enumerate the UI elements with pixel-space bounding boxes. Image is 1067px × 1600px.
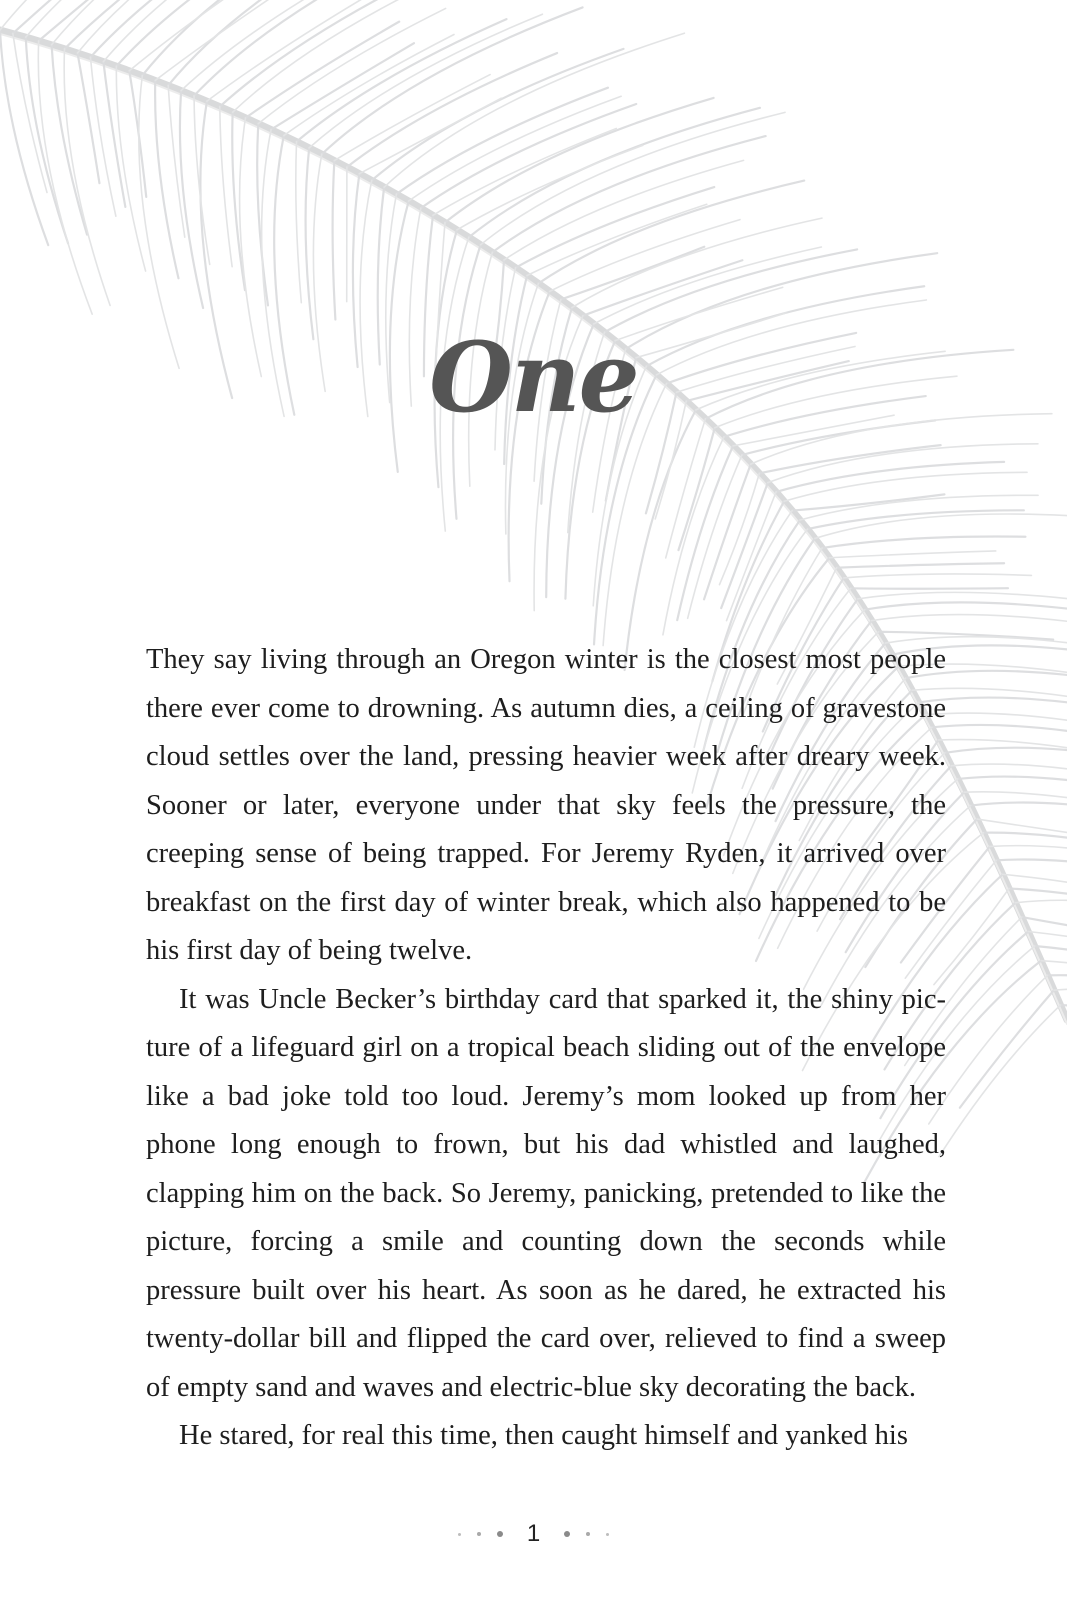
feather-barb <box>663 437 724 635</box>
feather-barb <box>792 494 944 510</box>
feather-barb <box>296 142 302 303</box>
feather-barb <box>333 161 336 320</box>
feather-barb <box>77 0 297 53</box>
feather-barb <box>13 0 145 33</box>
feather-barb <box>492 136 765 252</box>
feather-barb <box>271 43 414 129</box>
feather-barb <box>129 71 146 197</box>
feather-barb <box>1015 900 1067 959</box>
feather-barb <box>445 98 714 223</box>
feather-barb <box>384 33 684 187</box>
feather-barb <box>516 187 715 268</box>
feather-barb <box>929 975 1048 1124</box>
feather-barb <box>90 0 287 57</box>
paragraph: He stared, for real this time, then caught himself and yanked his <box>179 1420 908 1451</box>
feather-barb <box>822 536 1025 547</box>
feather-barb <box>64 49 110 306</box>
feather-barb <box>688 455 742 618</box>
feather-barb <box>309 14 542 148</box>
feather-barb <box>168 0 445 85</box>
feather-barb <box>26 37 68 243</box>
feather-barb <box>233 0 451 112</box>
feather-barb <box>776 462 1004 492</box>
feather-barb <box>409 96 621 201</box>
feather-barb <box>951 764 1067 802</box>
feather-barb <box>829 551 995 558</box>
feather-barb <box>297 19 507 141</box>
feather-barb <box>258 8 445 123</box>
feather-barb <box>155 80 178 278</box>
dot-ornament-icon <box>564 1531 570 1537</box>
feather-barb <box>527 204 707 275</box>
feather-barb <box>1003 874 1067 905</box>
feather-barb <box>142 0 413 76</box>
feather-barb <box>971 803 1067 852</box>
feather-barb <box>807 510 1023 529</box>
paragraph: They say living through an Oregon winter is the closest most people there ever come to drowning. As autumn dies, a ceiling of gravestone cloud settles over the land, pressing heavier week after dreary week. Sooner or later, everyone under that sky feels the pressure, the creeping sense of being trapped. For Jeremy Ryden, it arrived over breakfast on the first day of winter break, which also happened to be his first day of being twelve. <box>146 644 946 966</box>
feather-barb <box>1054 989 1067 1045</box>
feather-barb <box>347 53 557 167</box>
feather-barb <box>116 0 325 66</box>
feather-barb <box>815 514 1067 538</box>
dot-ornament-icon <box>458 1533 461 1536</box>
feather-barb <box>759 445 940 473</box>
feather-barb <box>561 247 704 300</box>
feather-barb <box>194 96 210 265</box>
feather-barb <box>721 483 768 608</box>
feather-barb <box>872 615 1067 630</box>
feather-barb <box>837 563 1005 567</box>
feather-barb <box>232 112 245 290</box>
feather-barb <box>1009 888 1067 923</box>
feather-barb <box>52 0 259 45</box>
feather-barb <box>583 260 742 315</box>
feather-barb <box>334 75 490 161</box>
feather-barb <box>504 160 744 260</box>
feather-barb <box>678 428 714 550</box>
feather-barb <box>938 740 1067 768</box>
feather-barb <box>964 792 1067 827</box>
feather-barb <box>155 0 298 80</box>
feather-barb <box>996 859 1067 905</box>
feather-barb <box>977 819 1067 843</box>
feather-barb <box>103 0 328 62</box>
feather-barb <box>284 34 454 135</box>
feather-barb <box>990 846 1067 890</box>
dot-ornament-icon <box>606 1533 609 1536</box>
feather-barb <box>26 0 208 37</box>
feather-barb <box>594 247 822 324</box>
feather-barb <box>851 588 1008 589</box>
feather-barb <box>719 473 759 584</box>
feather-barb <box>605 249 858 332</box>
feather-barb <box>666 419 706 558</box>
feather-barb <box>38 41 92 314</box>
feather-barb <box>960 990 1054 1108</box>
feather-barb <box>220 0 420 107</box>
feather-barb <box>421 104 636 208</box>
feather-barb <box>677 446 733 620</box>
feather-barb <box>800 495 1038 520</box>
feather-barb <box>983 833 1067 870</box>
page-number: 1 <box>526 1520 541 1547</box>
feather-barb <box>0 0 186 30</box>
feather-barb <box>1060 1005 1067 1044</box>
feather-barb <box>538 181 804 284</box>
feather-barb <box>784 472 1027 501</box>
feather-barb <box>1035 946 1067 980</box>
feather-barb <box>246 22 400 118</box>
chapter-title: One <box>429 321 638 434</box>
feather-barb <box>90 57 115 216</box>
chapter-body <box>146 636 946 1461</box>
feather-barb <box>220 107 232 267</box>
dot-ornament-icon <box>586 1532 590 1536</box>
feather-barb <box>865 602 1067 615</box>
feather-barb <box>727 492 777 621</box>
feather-barb <box>858 592 1067 601</box>
feather-barb <box>116 66 145 271</box>
feather-barb <box>1041 961 1067 998</box>
feather-barb <box>572 218 822 307</box>
feather-barb <box>194 0 428 96</box>
feather-barb <box>932 725 1067 758</box>
feather-barb <box>945 748 1067 795</box>
feather-barb <box>181 0 373 91</box>
feather-barb <box>359 98 501 174</box>
feather-barb <box>1022 917 1067 944</box>
feather-barb <box>372 49 624 181</box>
feather-barb <box>1048 975 1067 1022</box>
feather-barb <box>322 7 583 154</box>
feather-barb <box>625 410 696 670</box>
feather-barb <box>1028 931 1067 963</box>
feather-barb <box>925 713 1067 742</box>
dot-ornament-icon <box>497 1531 503 1537</box>
feather-barb <box>481 112 785 244</box>
feather-barb <box>550 220 740 292</box>
feather-barb <box>39 0 167 41</box>
dot-ornament-icon <box>477 1532 481 1536</box>
paragraph: It was Uncle Becker’s birthday card that sparked it, the shiny picture of a lifeguard girl on a tropical beach sliding out of the envelope like a bad joke told too loud. Jeremy’s mom looked up from her phone long enough to frown, but his dad whistled and laughed, clapping him on the back. So Jeremy, panicking, pretended to like the picture, forcing a smile and counting down the seconds while pressure built over his heart. As soon as he dared, he extracted his twenty-dollar bill and flipped the card over, relieved to find a sweep of empty sand and waves and electric-blue sky decorating the back. <box>146 983 946 1403</box>
feather-barb <box>939 1005 1060 1157</box>
feather-barb <box>306 148 314 339</box>
feather-barb <box>13 33 47 192</box>
page-footer <box>0 1520 1067 1548</box>
feather-barb <box>704 464 751 599</box>
feather-barb <box>129 0 279 71</box>
feather-barb <box>103 62 125 207</box>
feather-barb <box>958 777 1067 819</box>
feather-barb <box>396 88 608 194</box>
feather-barb <box>65 0 227 49</box>
feather-barb <box>0 30 48 245</box>
feather-barb <box>457 145 643 229</box>
feather-barb <box>180 91 203 308</box>
feather-barb <box>168 85 185 237</box>
feather-barb <box>77 53 99 183</box>
feather-barb <box>433 128 616 215</box>
feather-barb <box>768 444 1038 483</box>
feather-barb <box>469 108 760 237</box>
feather-barb <box>207 0 361 101</box>
feather-barb <box>52 45 87 235</box>
feather-barb <box>844 574 1032 578</box>
feather-barb <box>257 124 268 306</box>
feather-barb <box>139 76 179 369</box>
